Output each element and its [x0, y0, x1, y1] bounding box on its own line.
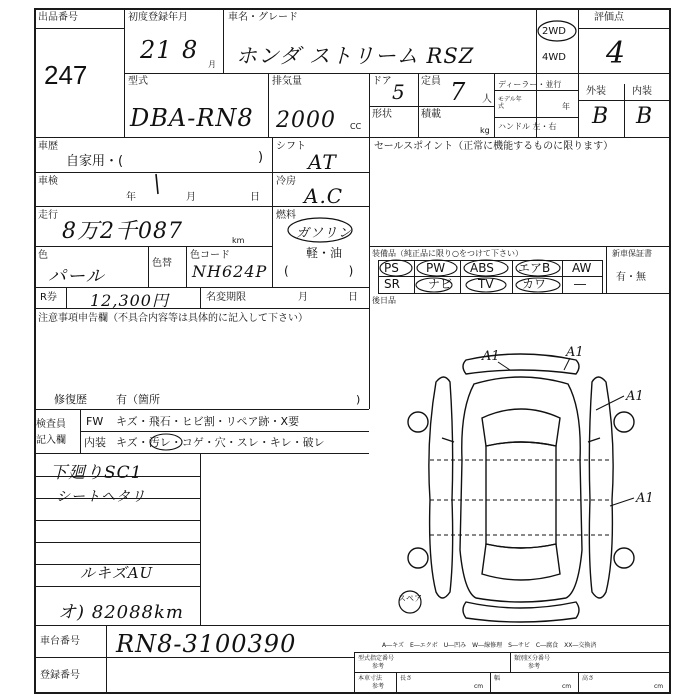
fw-label: FW	[86, 415, 104, 428]
divider	[578, 672, 579, 692]
wheel-fr	[614, 412, 634, 432]
divider	[34, 520, 200, 521]
equip-abs: ABS	[470, 261, 494, 275]
divider	[490, 672, 491, 692]
mileage-label: 走行	[38, 210, 58, 221]
displacement-value: 2000	[276, 108, 336, 133]
color-label: 色	[38, 250, 48, 261]
divider	[418, 73, 419, 137]
load-label: 積載	[421, 109, 441, 120]
inspection-day: 日	[250, 192, 260, 203]
repair-label: 修復歴	[54, 393, 87, 406]
exterior-grade: B	[592, 104, 610, 129]
registration-label: 登録番号	[40, 670, 80, 681]
divider	[66, 287, 67, 308]
divider	[106, 625, 107, 692]
divider	[124, 73, 670, 74]
name-change-label: 名変期限	[206, 292, 246, 303]
divider	[494, 117, 578, 118]
divider	[34, 625, 670, 626]
equip-navi: ナビ	[428, 277, 453, 291]
divider	[354, 672, 670, 673]
rear-window	[482, 544, 560, 580]
equip-ps: PS	[384, 261, 399, 275]
type-designation-label: 型式指定番号	[358, 655, 395, 662]
body-top	[460, 377, 582, 602]
int-label: 内装	[84, 436, 106, 449]
equip-pw: PW	[426, 261, 446, 275]
name-change-day: 日	[348, 292, 358, 303]
equip-aw: AW	[572, 261, 592, 275]
person-unit: 人	[482, 94, 492, 105]
wheel-rl	[408, 548, 428, 568]
kg-unit: kg	[480, 126, 490, 135]
leader-line	[498, 362, 510, 370]
recycle-label: R券	[40, 292, 57, 303]
type-label: 型式	[128, 76, 148, 87]
warranty-options: 有・無	[616, 272, 646, 283]
divider	[34, 28, 124, 29]
capacity-label: 定員	[421, 76, 441, 87]
fuel-value: ガソリン	[296, 226, 353, 241]
cc-unit: CC	[350, 122, 362, 131]
height-label: 高さ	[582, 675, 595, 682]
frame-bottom	[34, 692, 671, 694]
year-unit: 年	[562, 102, 570, 111]
note-line-4: オ) 82088km	[58, 602, 184, 623]
color-code-value: NH624P	[192, 262, 268, 281]
fuel-circle	[284, 214, 354, 244]
inspection-month: 月	[186, 192, 196, 203]
rear-bumper	[463, 602, 579, 622]
divider	[34, 206, 272, 207]
exterior-label: 外装	[586, 86, 606, 97]
windshield	[482, 409, 560, 446]
length-label: 長さ	[400, 675, 413, 682]
capacity-value: 7	[450, 78, 467, 106]
repair-close: )	[356, 393, 361, 406]
car-diagram	[370, 330, 670, 625]
right-side-body	[589, 377, 613, 598]
interior-grade: B	[636, 104, 654, 129]
color-code-label: 色コード	[190, 250, 230, 261]
divider	[369, 106, 494, 107]
spare-label: スペア	[398, 594, 422, 603]
frame-top	[34, 8, 671, 10]
handwritten-stroke	[150, 172, 162, 198]
divider	[606, 246, 607, 293]
type-value: DBA-RN8	[130, 104, 254, 132]
damage-legend: A―キズ E―エクボ U―凹み W―線修理 S―サビ C―腐食 XX―交換済	[382, 642, 597, 649]
divider	[34, 308, 369, 309]
divider	[369, 246, 670, 247]
damage-mark: A1	[636, 491, 654, 506]
wheel-fl	[408, 412, 428, 432]
model-label: 車名・グレード	[228, 12, 298, 23]
reference-label: 参考	[372, 663, 385, 670]
note-line-3: ルキズAU	[80, 564, 154, 582]
2wd-circle	[536, 18, 578, 42]
equip-leather: カワ	[522, 277, 547, 291]
divider	[186, 246, 187, 287]
equipment-circles	[378, 258, 604, 296]
shift-value: AT	[308, 150, 337, 174]
divider	[200, 287, 201, 308]
score-value: 4	[606, 36, 627, 71]
divider	[34, 453, 369, 454]
equip-sr: SR	[384, 277, 400, 291]
ac-value: A.C	[304, 184, 344, 208]
score-label: 評価点	[594, 12, 624, 23]
wheel-rr	[614, 548, 634, 568]
recycle-value: 12,300円	[90, 291, 169, 310]
displacement-label: 排気量	[272, 76, 302, 87]
category-label: 類別区分番号	[514, 655, 551, 662]
roof	[486, 442, 556, 548]
handle-label: ハンドル 左・右	[498, 122, 557, 131]
divider	[34, 409, 369, 410]
divider	[268, 73, 269, 137]
chassis-value: RN8-3100390	[116, 630, 297, 658]
month-unit: 月	[208, 60, 216, 69]
height-unit: cm	[654, 683, 664, 690]
int-circle	[146, 432, 186, 452]
shift-label: シフト	[276, 141, 306, 152]
notes-label: 注意事項申告欄（不具合内容等は具体的に記入して下さい）	[38, 313, 308, 324]
dealer-label: ディーラー・並行	[498, 80, 562, 89]
note-line-2: シートヘタリ	[56, 489, 146, 505]
shape-label: 形状	[372, 109, 392, 120]
divider	[624, 84, 625, 137]
dimensions-label: 本車寸法	[358, 675, 383, 682]
equip-tv: TV	[478, 277, 494, 291]
fuel-paren: ( )	[284, 264, 354, 278]
left-side-body	[429, 377, 453, 598]
mileage-value: 8万2千087	[62, 219, 183, 244]
first-reg-year: 21	[140, 36, 173, 64]
equip-airbag: エアB	[518, 261, 551, 275]
divider	[354, 652, 670, 653]
divider	[34, 246, 272, 247]
first-reg-month: 8	[182, 36, 199, 64]
divider	[510, 652, 511, 672]
drive-4wd: 4WD	[542, 52, 566, 63]
first-reg-label: 初度登録年月	[128, 12, 188, 23]
drive-2wd: 2WD	[542, 26, 566, 37]
divider	[272, 137, 273, 287]
inspection-label: 車検	[38, 176, 58, 187]
color-check-label: 色替	[152, 258, 172, 269]
door-value: 5	[392, 80, 406, 104]
divider	[494, 73, 495, 137]
divider	[34, 586, 200, 587]
lot-number: 247	[44, 60, 88, 90]
lot-label: 出品番号	[38, 12, 78, 23]
length-unit: cm	[474, 683, 484, 690]
history-close: )	[258, 150, 264, 165]
history-value: 自家用・(	[66, 154, 124, 169]
divider	[223, 8, 224, 73]
history-label: 車歴	[38, 141, 58, 152]
int-text: キズ・汚レ・コゲ・穴・スレ・キレ・破レ	[116, 436, 325, 449]
divider	[369, 73, 370, 137]
ac-label: 冷房	[276, 176, 296, 187]
inspector-label-2: 記入欄	[36, 435, 66, 446]
front-bumper	[463, 354, 579, 374]
name-change-month: 月	[298, 292, 308, 303]
door-label: ドア	[372, 76, 392, 87]
divider	[494, 90, 578, 91]
color-value: パール	[48, 266, 105, 287]
km-unit: km	[232, 236, 245, 245]
warranty-label: 新車保証書	[612, 249, 652, 258]
damage-mark: A1	[566, 345, 584, 360]
equipment-label: 装備品（純正品に限り○をつけて下さい）	[372, 249, 523, 258]
width-unit: cm	[562, 683, 572, 690]
equip-other: ―	[574, 277, 586, 291]
damage-mark: A1	[626, 389, 644, 404]
fuel-diesel: 軽・油	[306, 246, 343, 260]
divider	[396, 672, 397, 692]
model-year-label: モデル年式	[498, 96, 522, 110]
fw-text: キズ・飛石・ヒビ割・リペア跡・X要	[116, 415, 300, 428]
divider	[148, 246, 149, 287]
reference-label-2: 参考	[528, 663, 541, 670]
sales-point-label: セールスポイント（正常に機能するものに限ります）	[374, 141, 614, 152]
rear-seat-label: 後日品	[372, 296, 396, 305]
damage-mark: A1	[482, 349, 500, 364]
width-label: 幅	[494, 675, 501, 682]
inspector-label-1: 検査員	[36, 419, 66, 430]
divider	[80, 431, 369, 432]
chassis-label: 車台番号	[40, 636, 80, 647]
fuel-label: 燃料	[276, 210, 296, 221]
divider	[200, 453, 201, 625]
interior-label: 内装	[632, 86, 652, 97]
inspection-year: 年	[126, 192, 136, 203]
divider	[578, 28, 670, 29]
frame-left	[34, 8, 36, 694]
note-line-1: 下廻りSC1	[50, 463, 143, 483]
divider	[34, 137, 670, 138]
model-value: ホンダ ストリーム RSZ	[236, 44, 475, 68]
reference-label-3: 参考	[372, 683, 385, 690]
divider	[34, 542, 200, 543]
repair-value: 有（箇所	[116, 393, 160, 406]
